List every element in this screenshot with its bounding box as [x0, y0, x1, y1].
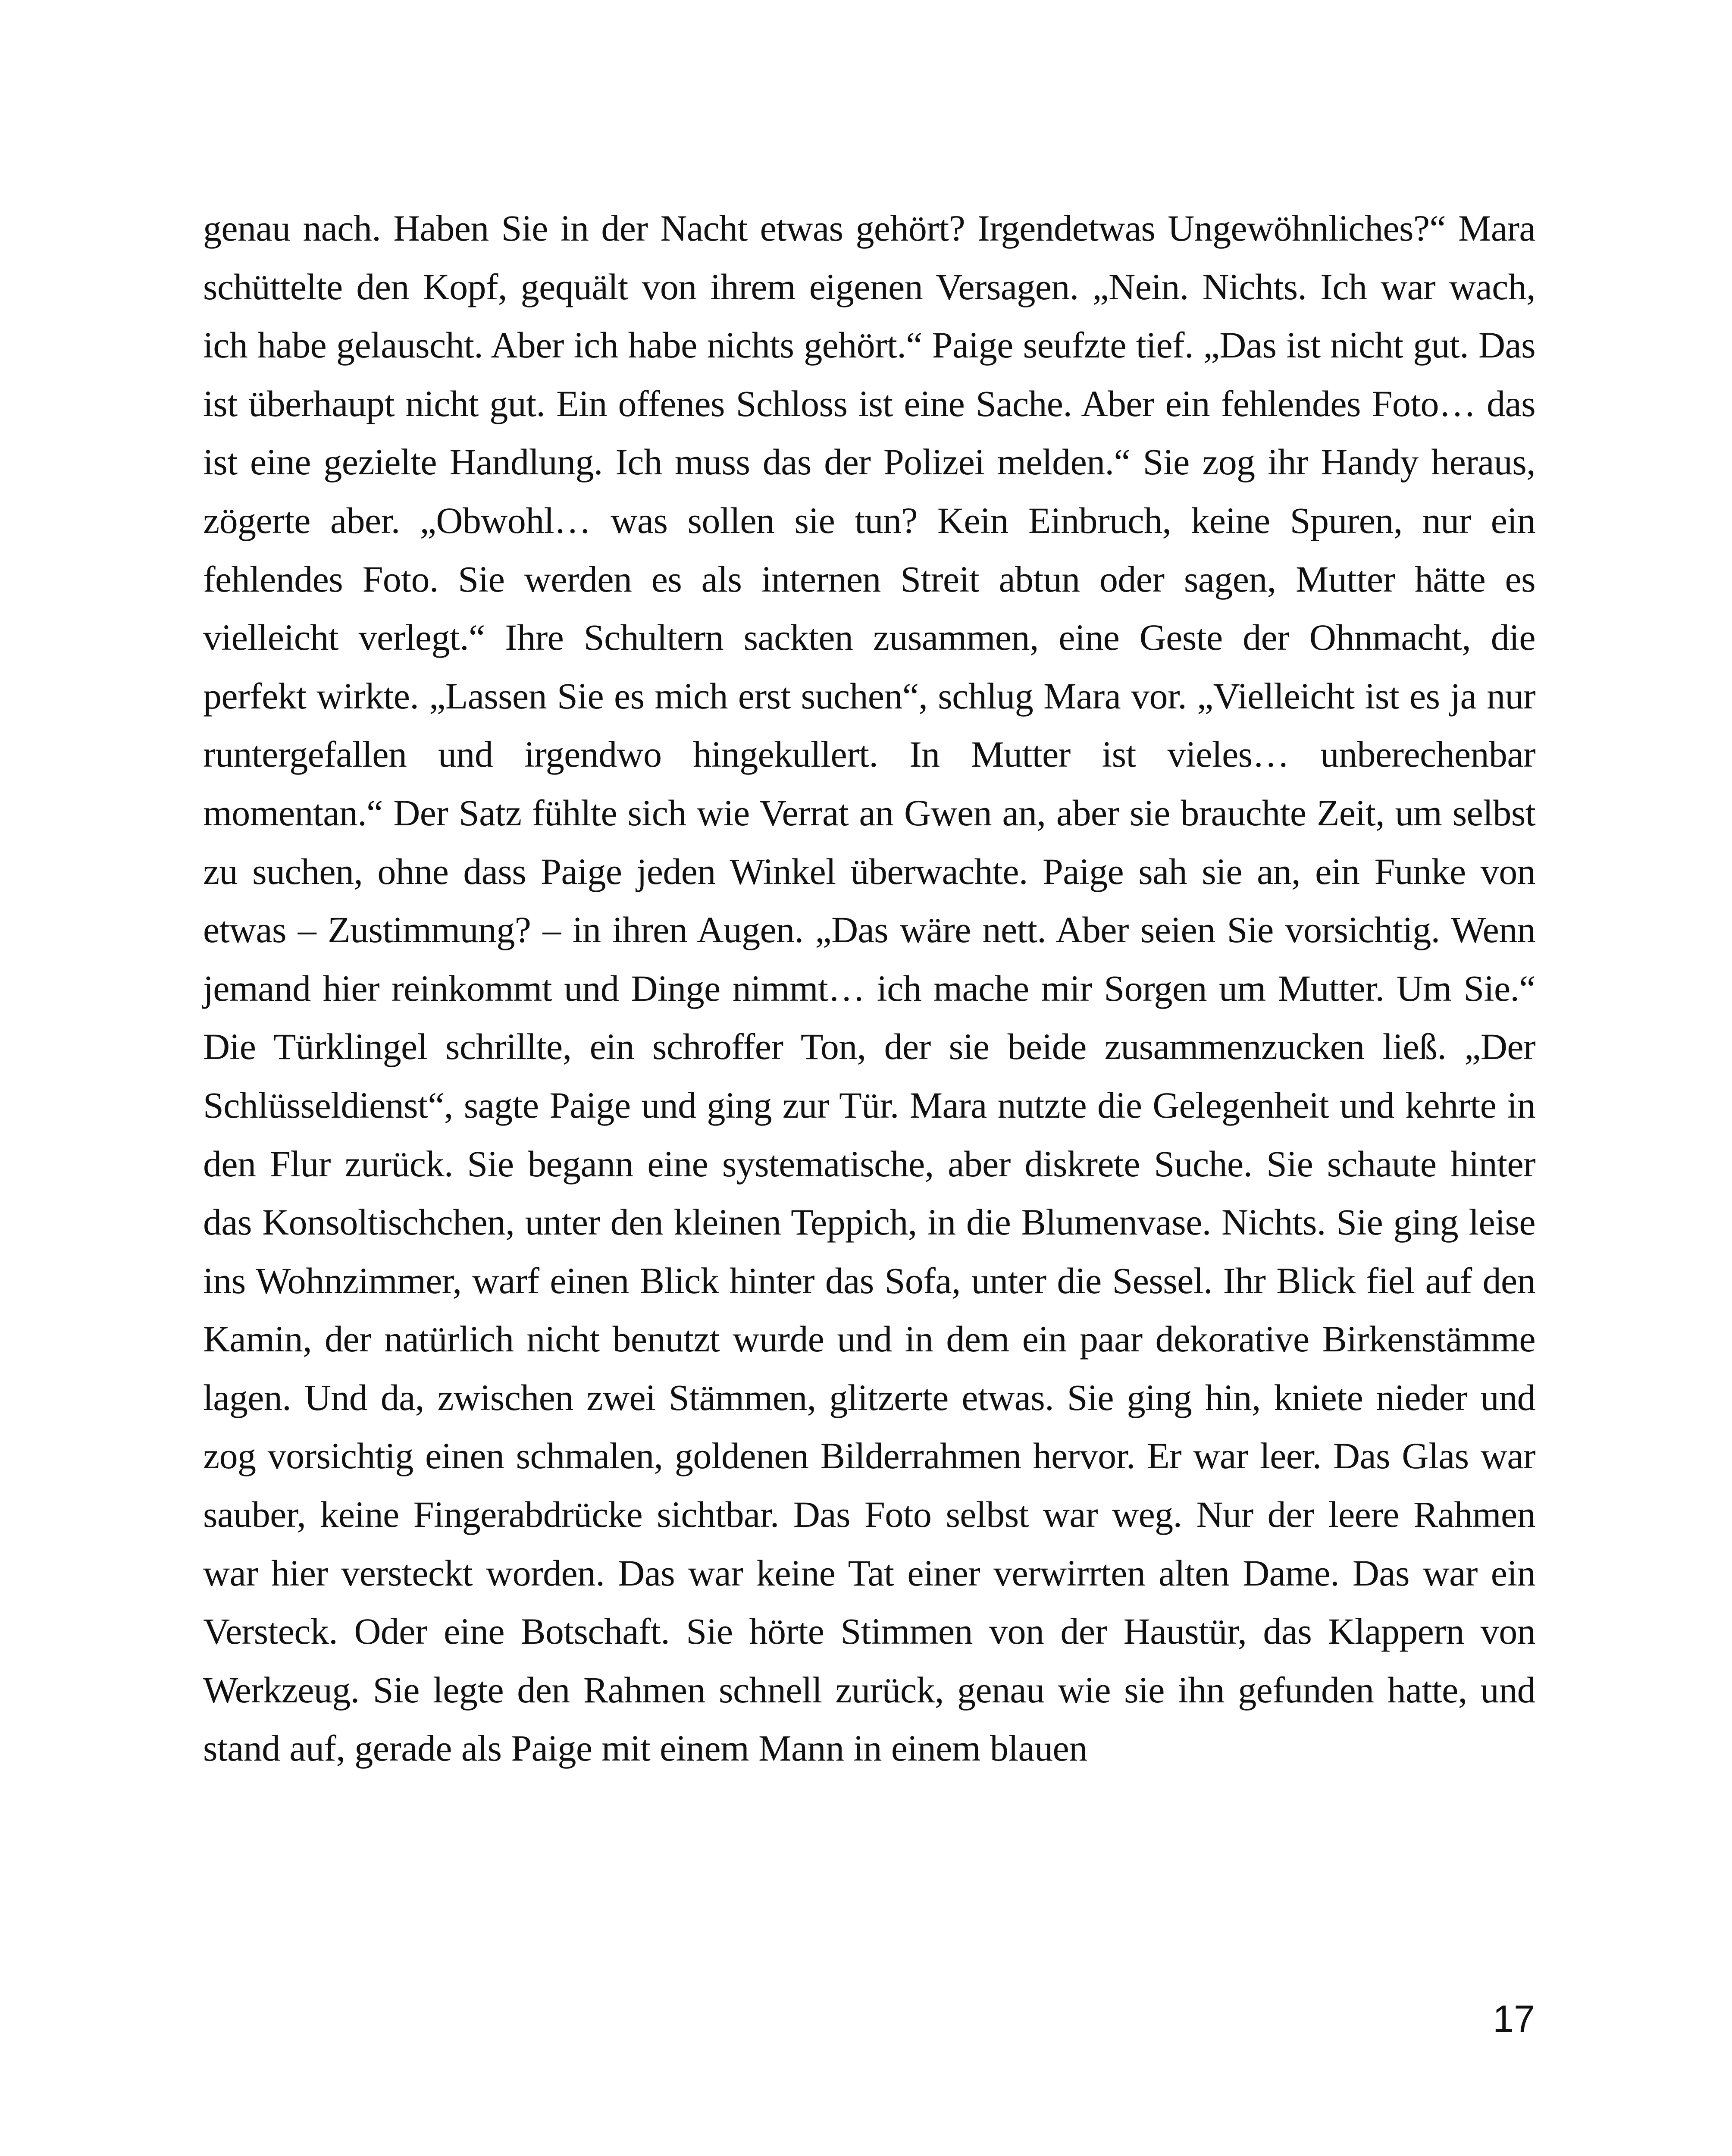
body-paragraph: genau nach. Haben Sie in der Nacht etwas gehört? Irgendetwas Ungewöhnliches?“ Mara schüttelte den Kopf, gequält von ihrem eigenen Versagen. „Nein. Nichts. Ich war wach, ich habe gelauscht. Aber ich habe nichts gehört.“ Paige seufzte tief. „Das ist nicht gut. Das ist überhaupt nicht gut. Ein offenes Schloss ist eine Sache. Aber ein fehlendes Foto… das ist eine gezielte Handlung. Ich muss das der Polizei melden.“ Sie zog ihr Handy heraus, zögerte aber. „Obwohl… was sollen sie tun? Kein Einbruch, keine Spuren, nur ein fehlendes Foto. Sie werden es als internen Streit abtun oder sagen, Mutter hätte es vielleicht verlegt.“ Ihre Schultern sackten zusammen, eine Geste der Ohnmacht, die perfekt wirkte. „Lassen Sie es mich erst suchen“, schlug Mara vor. „Vielleicht ist es ja nur runtergefallen und irgendwo hingekullert. In Mutter ist vieles… unberechenbar momentan.“ Der Satz fühlte sich wie Verrat an Gwen an, aber sie brauchte Zeit, um selbst zu suchen, ohne dass Paige jeden Winkel überwachte. Paige sah sie an, ein Funke von etwas – Zustimmung? – in ihren Augen. „Das wäre nett. Aber seien Sie vorsichtig. Wenn jemand hier reinkommt und Dinge nimmt… ich mache mir Sorgen um Mutter. Um Sie.“ Die Türklingel schrillte, ein schroffer Ton, der sie beide zusammenzucken ließ. „Der Schlüsseldienst“, sagte Paige und ging zur Tür. Mara nutzte die Gelegenheit und kehrte in den Flur zurück. Sie begann eine systematische, aber diskrete Suche. Sie schaute hinter das Konsoltischchen, unter den kleinen Teppich, in die Blumenvase. Nichts. Sie ging leise ins Wohnzimmer, warf einen Blick hinter das Sofa, unter die Sessel. Ihr Blick fiel auf den Kamin, der natürlich nicht benutzt wurde und in dem ein paar dekorative Birkenstämme lagen. Und da, zwischen zwei Stämmen, glitzerte etwas. Sie ging hin, kniete nieder und zog vorsichtig einen schmalen, goldenen Bilderrahmen hervor. Er war leer. Das Glas war sauber, keine Fingerabdrücke sichtbar. Das Foto selbst war weg. Nur der leere Rahmen war hier versteckt worden. Das war keine Tat einer verwirrten alten Dame. Das war ein Versteck. Oder eine Botschaft. Sie hörte Stimmen von der Haustür, das Klappern von Werkzeug. Sie legte den Rahmen schnell zurück, genau wie sie ihn gefunden hatte, und stand auf, gerade als Paige mit einem Mann in einem blauen	[203, 207, 1535, 1769]
page-number: 17	[1493, 1997, 1535, 2040]
